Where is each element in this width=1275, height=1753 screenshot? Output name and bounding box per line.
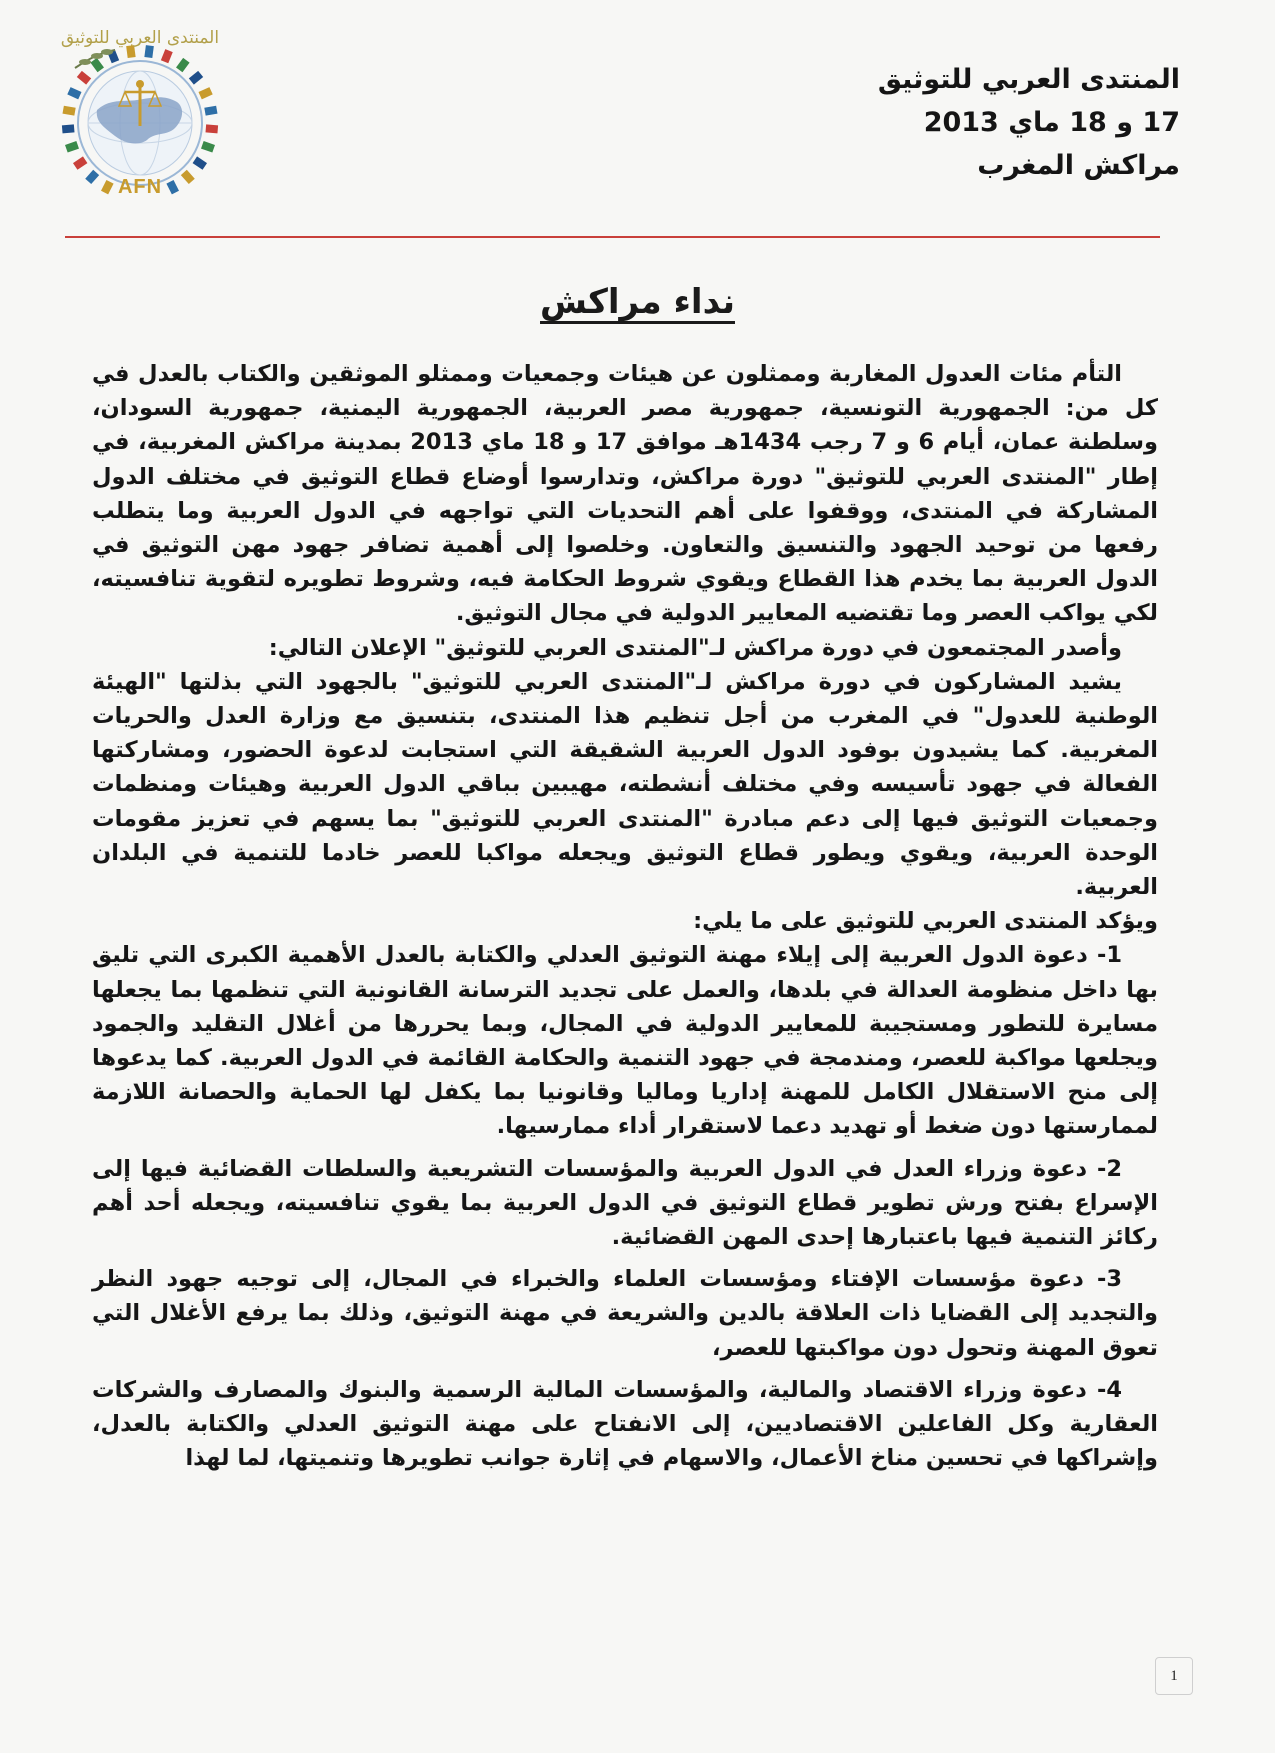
logo-flag-swatch (67, 87, 81, 99)
point-3: 3- دعوة مؤسسات الإفتاء ومؤسسات العلماء والخبراء في المجال، إلى توجيه جهود النظر والتجديد إلى القضايا ذات العلاقة بالدين والشريعة في مهنة التوثيق، وذلك بما يرفع الأغلال التي تعوق المهنة وتحول دون مواكبتها للعصر، (92, 1266, 1158, 1361)
logo-abbreviation: AFN (117, 176, 163, 198)
logo-flag-swatch (62, 124, 75, 133)
header-dates: 17 و 18 ماي 2013 (923, 107, 1180, 139)
header-location: مراكش المغرب (977, 150, 1180, 182)
point-2: 2- دعوة وزراء العدل في الدول العربية والمؤسسات التشريعية والسلطات القضائية فيها إلى الإسراع بفتح ورش تطوير قطاع التوثيق في الدول العربية بما يقوي تنافسيته، ويجعله أحد أهم ركائز التنمية فيها باعتبارها إحدى المهن القضائية. (92, 1155, 1158, 1251)
logo-flag-swatch (63, 106, 76, 116)
document-body (92, 357, 1158, 1476)
affirmation-lead: ويؤكد المنتدى العربي للتوثيق على ما يلي: (693, 908, 1158, 935)
header-divider (65, 236, 1160, 238)
logo-flag-swatch (176, 58, 190, 72)
logo-flag-swatch (205, 124, 218, 133)
declaration-lead: وأصدر المجتمعون في دورة مراكش لـ"المنتدى العربي للتوثيق" الإعلان التالي: (268, 634, 1122, 661)
page-number: 1 (1155, 1657, 1193, 1695)
logo-flag-swatch (73, 156, 87, 169)
logo-flag-swatch (193, 156, 207, 169)
header-org-name: المنتدى العربي للتوثيق (877, 64, 1180, 95)
logo-flag-swatch (204, 106, 217, 116)
logo-flag-swatch (201, 141, 215, 153)
logo-flag-swatch (161, 49, 173, 63)
logo-flag-swatch (77, 71, 91, 85)
header (878, 58, 1180, 188)
logo-flag-swatch (198, 87, 212, 99)
logo-flag-swatch (65, 141, 79, 153)
intro-paragraph: التأم مئات العدول المغاربة وممثلون عن هيئات وجمعيات وممثلو الموثقين والكتاب بالعدل في كل من: الجمهورية التونسية، جمهورية مصر العربية، الجمهورية اليمنية، جمهورية السودان، وسلطنة عمان، أيام 6 و 7 رجب 1434هـ موافق 17 و 18 ماي 2013 بمدينة مراكش المغربية، في إطار "المنتدى العربي للتوثيق" دورة مراكش، وتدارسوا أوضاع قطاع التوثيق في مختلف الدول المشاركة في المنتدى، ووقفوا على أهم التحديات التي تواجهه في الدول العربية وما يتطلب رفعها من توحيد الجهود والتنسيق والتعاون. وخلصوا إلى أهمية تضافر جهود مهن التوثيق في الدول العربية بما يخدم هذا القطاع ويقوي شروط الحكامة فيه، وشروط تطويره لتقوية تنافسيته، لكي يواكب العصر وما تقتضيه المعايير الدولية في مجال التوثيق. (92, 361, 1158, 627)
logo-arabic-text: المنتدى العربي للتوثيق (60, 28, 220, 48)
point-4: 4- دعوة وزراء الاقتصاد والمالية، والمؤسسات المالية الرسمية والبنوك والمصارف والشركات العقارية وكل الفاعلين الاقتصاديين، إلى الانفتاح على مهنة التوثيق العدلي والكتابة بالعدل، وإشراكها في تحسين مناخ الأعمال، والاسهام في إثارة جوانب تطويرها وتنميتها، لما لهذا (92, 1376, 1158, 1472)
point-1: 1- دعوة الدول العربية إلى إيلاء مهنة التوثيق العدلي والكتابة بالعدل الأهمية الكبرى التي تليق بها داخل منظومة العدالة في بلدها، والعمل على تجديد الترسانة القانونية التي تنظمها بما يجعلها مسايرة للتطور ومستجيبة للمعايير الدولية في المجال، وبما يحررها من أغلال التقليد والجمود ويجلعها مواكبة للعصر، ومندمجة في جهود التنمية والحكامة القائمة في الدول العربية. كما يدعوها إلى منح الاستقلال الكامل للمهنة إداريا وماليا وقانونيا بما يكفل لها الحماية والحصانة اللازمة لممارستها دون ضغط أو تهديد دعما لاستقرار أداء ممارسيها. (92, 942, 1158, 1140)
document-title: نداء مراكش (540, 282, 735, 322)
acknowledgement-paragraph: يشيد المشاركون في دورة مراكش لـ"المنتدى العربي للتوثيق" بالجهود التي بذلتها "الهيئة الوطنية للعدول" في المغرب من أجل تنظيم هذا المنتدى، بتنسيق مع وزارة العدل والحريات المغربية. كما يشيدون بوفود الدول العربية الشقيقة التي استجابت لدعوة الحضور، ومشاركتها الفعالة في جهود تأسيسه وفي مختلف أنشطته، مهيبين بباقي الدول العربية وهيئات ومنظمات وجمعيات التوثيق فيها إلى دعم مبادرة "المنتدى العربي للتوثيق" بما يسهم في تعزيز مقومات الوحدة العربية، ويقوي ويطور قطاع التوثيق ويجعله مواكبا للعصر خادما للتنمية في البلدان العربية. (92, 668, 1158, 901)
logo-flag-swatch (90, 58, 104, 72)
logo-flag-swatch (189, 71, 203, 85)
afn-logo (55, 28, 225, 218)
